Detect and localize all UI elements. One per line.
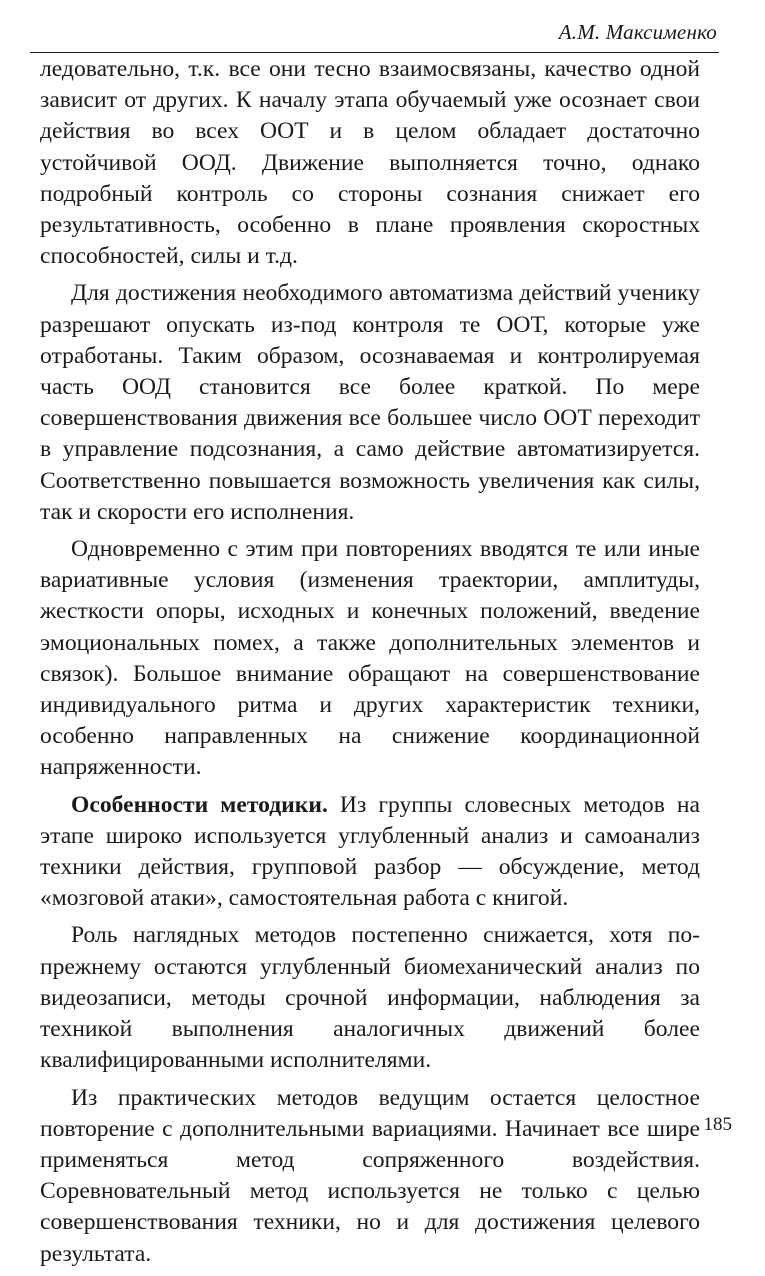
paragraph-automatism: Для достижения необходимого автоматизма действий ученику разрешают опускать из-под контроля те ООТ, которые уже отработаны. Таким образом, осознаваемая и контролируемая часть ООД становится все более краткой. По мере совершенствования движения все большее число ООТ переходит в управление подсознания, а само действие автоматизируется. Соответственно повышается возможность увеличения как силы, так и скорости его исполнения. (40, 280, 700, 525)
running-head-author: А.М. Максименко (558, 20, 717, 44)
run-in-heading: Особенности методики. (71, 791, 328, 818)
header-rule (30, 52, 719, 53)
body-text (40, 54, 700, 1276)
paragraph-practical-methods: Из практических методов ведущим остается целостное повторение с дополнительными вариациями. Начинает все шире применяться метод сопряженного воздействия. Соревновательный метод используется не только с целью совершенствования техники, но и для достижения целевого результата. (40, 1084, 700, 1267)
paragraph-visual-methods: Роль наглядных методов постепенно снижается, хотя по-прежнему остаются углубленный биомеханический анализ по видеозаписи, методы срочной информации, наблюдения за техникой выполнения аналогичных движений более квалифицированными исполнителями. (40, 922, 700, 1074)
paragraph-continuation: ледовательно, т.к. все они тесно взаимосвязаны, качество одной зависит от других. К началу этапа обучаемый уже осознает свои действия во всех ООТ и в целом обладает достаточно устойчивой ООД. Движение выполняется точно, однако подробный контроль со стороны сознания снижает его результативность, особенно в плане проявления скоростных способностей, силы и т.д. (40, 56, 700, 270)
page-number: 185 (703, 1114, 732, 1135)
paragraph-methodology-text: Из группы словесных методов на этапе широко используется углубленный анализ и самоанализ техники действия, групповой разбор — обсуждение, метод «мозговой атаки», самостоятельная работа с книгой. (40, 791, 701, 912)
paragraph-variative-conditions: Одновременно с этим при повторениях вводятся те или иные вариативные условия (изменения траектории, амплитуды, жесткости опоры, исходных и конечных положений, введение эмоциональных помех, а также дополнительных элементов и связок). Большое внимание обращают на совершенствование индивидуального ритма и других характеристик техники, особенно направленных на снижение координационной напряженности. (40, 536, 700, 781)
paragraph-methodology (40, 790, 700, 915)
